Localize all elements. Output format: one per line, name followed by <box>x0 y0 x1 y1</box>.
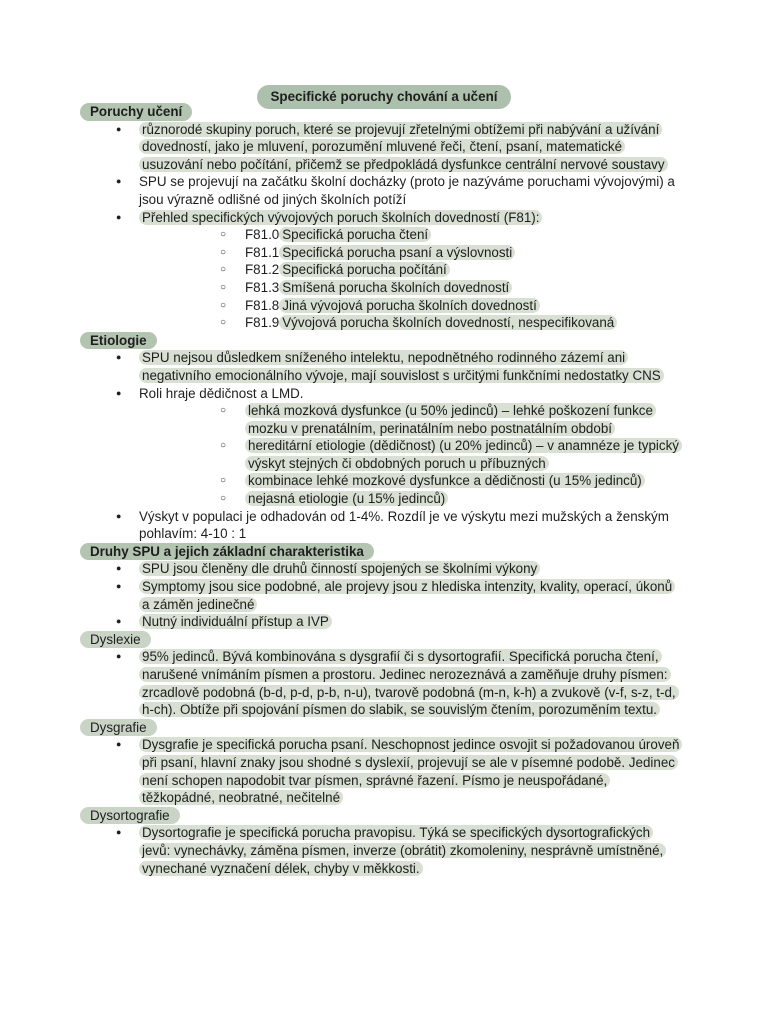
list-item: ● SPU jsou členěny dle druhů činností spojených se školními výkony <box>80 560 680 578</box>
list-item: ● Symptomy jsou sice podobné, ale projevy jsou z hlediska intenzity, kvality, operací, úkonů a záměn jedinečné <box>80 578 680 613</box>
list-item: ○ F81.9 Vývojová porucha školních dovedností, nespecifikovaná <box>139 314 680 332</box>
section-heading-dysgrafie: Dysgrafie <box>80 719 680 737</box>
list-item: ● 95% jedinců. Bývá kombinována s dysgrafií či s dysortografií. Specifická porucha čtení, narušené vnímáním písmen a prostoru. Jedinec nerozeznává a zaměňuje druhy písmen: zrcadlově podobná (b-d, p-d, p-b, n-u), tvarově podobná (m-n, k-h) a zvukově (v-f, s-z, t-d, h-ch). Obtíže při spojování písmen do slabik, se souvislým čtením, porozuměním textu. <box>80 648 680 718</box>
page-title: Specifické poruchy chování a učení <box>257 85 512 109</box>
sublist-etiologie <box>139 402 680 508</box>
list-item: ○ F81.2 Specifická porucha počítání <box>139 261 680 279</box>
list-dysgrafie <box>80 736 680 806</box>
list-item: ● různorodé skupiny poruch, které se projevují zřetelnými obtížemi při nabývání a užívání dovedností, jako je mluvení, porozumění mluvené řeči, čtení, psaní, matematické usuzování nebo počítání, přičemž se předpokládá dysfunkce centrální nervové soustavy <box>80 121 680 174</box>
list-item: ○ kombinace lehké mozkové dysfunkce a dědičnosti (u 15% jedinců) <box>139 472 680 490</box>
list-item: ● Přehled specifických vývojových poruch školních dovedností (F81): ○ F81.0 Specifická porucha čtení ○ F81.1 Specifická porucha psaní a výslovnosti ○ F81.2 Specifická porucha počítání ○ F81.3 Smíšená porucha školních dovedností ○ F81.8 Jiná vývojová porucha školních dovedností ○ F81.9 Vývojová porucha školních dovedností, nespecifikovaná <box>80 209 680 332</box>
list-item: ● Výskyt v populaci je odhadován od 1-4%. Rozdíl je ve výskytu mezi mužských a ženským pohlavím: 4-10 : 1 <box>80 508 680 543</box>
section-heading-poruchy-uceni: Poruchy učení <box>80 103 680 121</box>
list-etiologie <box>80 349 680 543</box>
section-heading-druhy-spu: Druhy SPU a jejich základní charakteristika <box>80 543 680 561</box>
list-item: ○ nejasná etiologie (u 15% jedinců) <box>139 490 680 508</box>
list-poruchy-uceni <box>80 121 680 332</box>
list-item: ● SPU se projevují na začátku školní docházky (proto je nazýváme poruchami vývojovými) a jsou výrazně odlišné od jiných školních potíží <box>80 173 680 208</box>
list-item: ○ F81.1 Specifická porucha psaní a výslovnosti <box>139 244 680 262</box>
list-item: ○ lehká mozková dysfunkce (u 50% jedinců) – lehké poškození funkce mozku v prenatálním, perinatálním nebo postnatálním období <box>139 402 680 437</box>
list-item: ○ hereditární etiologie (dědičnost) (u 20% jedinců) – v anamnéze je typický výskyt stejných či obdobných poruch u příbuzných <box>139 437 680 472</box>
list-item: ● Dysgrafie je specifická porucha psaní. Neschopnost jedince osvojit si požadovanou úroveň při psaní, hlavní znaky jsou shodné s dyslexií, projevují se ale v písemné podobě. Jedinec není schopen napodobit tvar písmen, správné řazení. Písmo je neuspořádané, těžkopádné, neobratné, nečitelné <box>80 736 680 806</box>
section-heading-etiologie: Etiologie <box>80 332 680 350</box>
section-heading-dyslexie: Dyslexie <box>80 631 680 649</box>
list-dyslexie <box>80 648 680 718</box>
list-druhy-spu <box>80 560 680 630</box>
list-item: ● Roli hraje dědičnost a LMD. ○ lehká mozková dysfunkce (u 50% jedinců) – lehké poškození funkce mozku v prenatálním, perinatálním nebo postnatálním období ○ hereditární etiologie (dědičnost) (u 20% jedinců) – v anamnéze je typický výskyt stejných či obdobných poruch u příbuzných ○ kombinace lehké mozkové dysfunkce a dědičnosti (u 15% jedinců) ○ nejasná etiologie (u 15% jedinců) <box>80 385 680 508</box>
section-heading-dysortografie: Dysortografie <box>80 807 680 825</box>
list-item: ● Dysortografie je specifická porucha pravopisu. Týká se specifických dysortografických jevů: vynechávky, záměna písmen, inverze (obrátit) zkomoleniny, nesprávně umístněné, vynechané vyznačení délek, chyby v měkkosti. <box>80 824 680 877</box>
list-item: ○ F81.8 Jiná vývojová porucha školních dovedností <box>139 297 680 315</box>
list-item: ● SPU nejsou důsledkem sníženého intelektu, nepodnětného rodinného zázemí ani negativního emocionálního vývoje, mají souvislost s určitými funkčními nedostatky CNS <box>80 349 680 384</box>
list-dysortografie <box>80 824 680 877</box>
document-content <box>80 103 680 877</box>
list-item: ○ F81.3 Smíšená porucha školních dovedností <box>139 279 680 297</box>
sublist-f81 <box>139 226 680 332</box>
list-item: ○ F81.0 Specifická porucha čtení <box>139 226 680 244</box>
list-item: ● Nutný individuální přístup a IVP <box>80 613 680 631</box>
